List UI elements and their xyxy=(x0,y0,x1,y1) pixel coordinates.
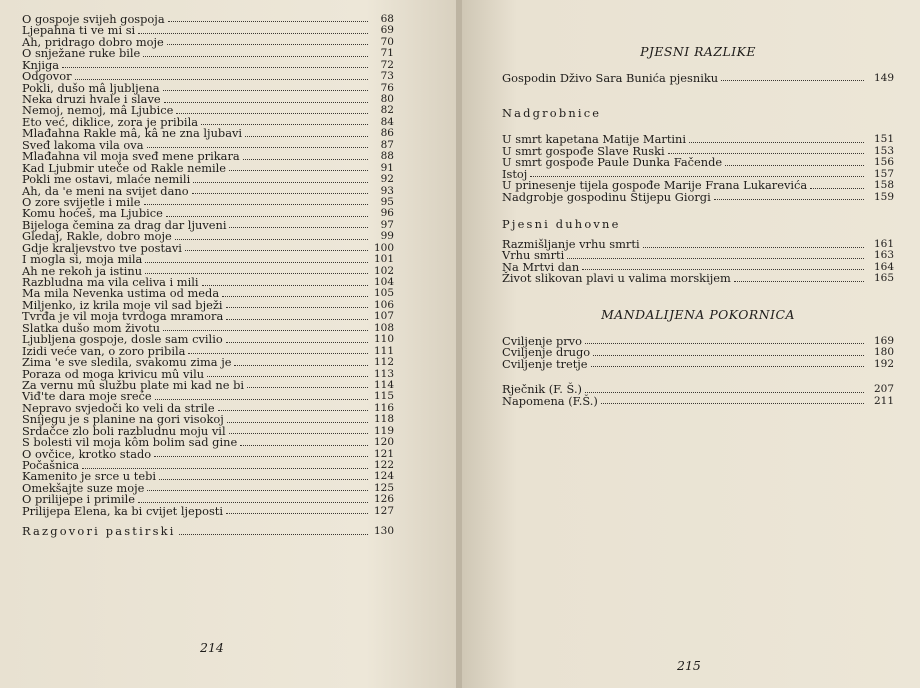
toc-entry-page: 114 xyxy=(373,378,394,391)
toc-entry-title: Rječnik (F. Š.) xyxy=(502,382,583,397)
leader-dots xyxy=(143,56,368,57)
toc-entry-title: Ljepahna ti ve mi si xyxy=(22,23,136,38)
left-page-number: 214 xyxy=(200,640,224,655)
toc-entry-page: 110 xyxy=(373,333,394,346)
leader-dots xyxy=(164,102,368,103)
toc-entry-page: 156 xyxy=(873,156,894,169)
toc-entry-page: 113 xyxy=(373,367,394,380)
leader-dots xyxy=(138,502,368,503)
toc-entry-page: 122 xyxy=(373,459,394,472)
toc-entry-page: 125 xyxy=(373,481,394,494)
toc-entry-title: Nepravo svjedoči ko veli da strile xyxy=(22,400,215,415)
toc-entry-page: 130 xyxy=(373,525,394,538)
leader-dots xyxy=(144,204,369,205)
leader-dots xyxy=(226,307,368,308)
toc-entry xyxy=(502,70,894,85)
leader-dots xyxy=(243,159,368,160)
toc-entry-page: 163 xyxy=(873,249,894,262)
toc-entry-title: O prilijepe i primile xyxy=(22,492,136,507)
toc-entry-page: 91 xyxy=(380,161,394,174)
leader-dots xyxy=(179,534,368,535)
leader-dots xyxy=(714,199,864,200)
toc-entry-page: 87 xyxy=(380,138,394,151)
leader-dots xyxy=(207,376,368,377)
toc-entry-page: 86 xyxy=(380,127,394,140)
toc-entry-page: 104 xyxy=(373,276,394,289)
toc-entry-title: Razmišljanje vrhu smrti xyxy=(502,237,640,252)
toc-entry-title: O gospoje svijeh gospoja xyxy=(22,11,165,26)
toc-entry-title: Ljubljena gospoje, dosle sam cvilio xyxy=(22,332,223,347)
leader-dots xyxy=(591,366,864,367)
leader-dots xyxy=(226,319,368,320)
toc-entry-page: 165 xyxy=(873,272,894,285)
toc-entry xyxy=(502,189,894,204)
toc-entry-page: 159 xyxy=(873,190,894,203)
toc-entry-title: Mlađahna Rakle mâ, kâ ne zna ljubavi xyxy=(22,126,243,141)
toc-entry-title: U smrt gospođe Slave Ruski xyxy=(502,143,665,158)
toc-entry-title: Pokli me ostavi, mlaće nemili xyxy=(22,172,191,187)
leader-dots xyxy=(229,227,368,228)
toc-entry xyxy=(22,48,394,59)
toc-entry-title: U smrt kapetana Matije Martini xyxy=(502,132,687,147)
leader-dots xyxy=(240,445,368,446)
leader-dots xyxy=(229,433,368,434)
leader-dots xyxy=(668,153,864,154)
toc-entry xyxy=(502,273,894,284)
toc-entry-title: Cviljenje drugo xyxy=(502,345,591,360)
leader-dots xyxy=(163,330,368,331)
toc-entry-page: 73 xyxy=(380,70,394,83)
leader-dots xyxy=(601,403,864,404)
leader-dots xyxy=(145,262,368,263)
leader-dots xyxy=(585,343,864,344)
right-page xyxy=(462,0,920,688)
toc-entry-page: 107 xyxy=(373,310,394,323)
toc-entry xyxy=(502,356,894,371)
section-pjesni-duhovne-list xyxy=(502,239,894,285)
toc-entry-page: 211 xyxy=(873,394,894,407)
toc-entry-page: 71 xyxy=(380,47,394,60)
toc-entry-page: 119 xyxy=(373,424,394,437)
toc-entry-title: Miljenko, iz krila moje vil sad bježi xyxy=(22,297,223,312)
toc-entry-title: O snježane ruke bile xyxy=(22,46,141,61)
leader-dots xyxy=(202,285,368,286)
toc-entry-page: 180 xyxy=(873,346,894,359)
leader-dots xyxy=(734,281,864,282)
toc-entry-title: Ma mila Nevenka ustima od meda xyxy=(22,286,220,301)
toc-entry-page: 153 xyxy=(873,144,894,157)
toc-entry-title: S bolesti vil moja kôm bolim sad gine xyxy=(22,435,238,450)
section-heading-mandalijena: MANDALIJENA POKORNICA xyxy=(601,306,795,322)
toc-entry-page: 88 xyxy=(380,150,394,163)
toc-entry xyxy=(22,526,394,537)
leader-dots xyxy=(643,247,864,248)
toc-entry-title: U prinesenje tijela gospođe Marije Frana Lukarevića xyxy=(502,178,808,193)
toc-entry-title: Gledaj, Rakle, dobro moje xyxy=(22,229,172,244)
leader-dots xyxy=(229,170,368,171)
toc-entry-title: Snijegu je s planine na gori visokoj xyxy=(22,412,224,427)
leader-dots xyxy=(245,136,368,137)
toc-entry-page: 99 xyxy=(380,230,394,243)
leader-dots xyxy=(175,239,368,240)
toc-entry-title: Prilijepa Elena, ka bi cvijet ljeposti xyxy=(22,503,224,518)
toc-entry-title: Ah, da 'e meni na svijet dano xyxy=(22,183,189,198)
leader-dots xyxy=(145,273,368,274)
leader-dots xyxy=(188,353,368,354)
left-page xyxy=(0,0,458,688)
toc-entry xyxy=(502,157,894,168)
toc-entry-page: 92 xyxy=(380,173,394,186)
toc-entry-page: 70 xyxy=(380,35,394,48)
toc-entry-title: Slatka dušo mom životu xyxy=(22,320,161,335)
leader-dots xyxy=(222,296,368,297)
toc-entry-page: 97 xyxy=(380,218,394,231)
toc-entry-title: O ovčice, krotko stado xyxy=(22,446,152,461)
leader-dots xyxy=(234,365,368,366)
toc-entry-title: Gospodin Dživo Sara Bunića pjesniku xyxy=(502,70,719,85)
leader-dots xyxy=(226,342,368,343)
toc-entry-title: Poraza od moga krivicu mû vilu xyxy=(22,366,205,381)
toc-entry-title: Pokli, dušo mâ ljubljena xyxy=(22,80,160,95)
toc-entry-title: Zima 'e sve sledila, svakomu zima je xyxy=(22,355,232,370)
toc-entry-page: 127 xyxy=(373,504,394,517)
right-page-number: 215 xyxy=(677,658,701,673)
toc-entry xyxy=(22,503,394,518)
leader-dots xyxy=(62,67,368,68)
toc-entry-title: Život slikovan plavi u valima morskijem xyxy=(502,271,731,286)
toc-entry-title: Eto već, diklice, zora je pribila xyxy=(22,114,199,129)
toc-entry-page: 68 xyxy=(380,12,394,25)
toc-entry-page: 157 xyxy=(873,167,894,180)
leader-dots xyxy=(192,193,368,194)
toc-entry-page: 118 xyxy=(373,413,394,426)
toc-entry-page: 95 xyxy=(380,195,394,208)
toc-entry-title: Nadgrobje gospodinu Stijepu Giorgi xyxy=(502,189,711,204)
toc-entry-page: 93 xyxy=(380,184,394,197)
leader-dots xyxy=(247,387,368,388)
toc-entry-page: 84 xyxy=(380,115,394,128)
toc-entry-page: 120 xyxy=(373,436,394,449)
toc-entry-page: 72 xyxy=(380,58,394,71)
toc-entry-page: 102 xyxy=(373,264,394,277)
toc-entry-page: 76 xyxy=(380,81,394,94)
toc-entry-page: 96 xyxy=(380,207,394,220)
toc-entry-page: 108 xyxy=(373,321,394,334)
toc-entry-title: Kamenito je srce u tebi xyxy=(22,469,157,484)
toc-entry-page: 121 xyxy=(373,447,394,460)
leader-dots xyxy=(721,80,864,81)
leader-dots xyxy=(725,165,864,166)
leader-dots xyxy=(166,216,368,217)
toc-entry-title: Neka druzi hvale i slave xyxy=(22,92,161,107)
leader-dots xyxy=(567,258,864,259)
section-nadgrobnice-list xyxy=(502,134,894,203)
toc-entry-page: 115 xyxy=(373,390,394,403)
toc-entry-title: Izidi veće van, o zoro pribila xyxy=(22,343,186,358)
toc-entry-title: Knjiga xyxy=(22,57,60,72)
toc-entry-title: Komu hoćeš, ma Ljubice xyxy=(22,206,163,221)
toc-entry-page: 82 xyxy=(380,104,394,117)
toc-entry-title: Nemoj, nemoj, mâ Ljubice xyxy=(22,103,174,118)
toc-entry-title: Gdje kraljevstvo tve postavi xyxy=(22,240,182,255)
toc-entry-page: 151 xyxy=(873,133,894,146)
toc-entry-title: Na Mrtvi dan xyxy=(502,259,580,274)
leader-dots xyxy=(201,124,368,125)
toc-entry xyxy=(22,57,394,72)
leader-dots xyxy=(147,490,368,491)
toc-entry-page: 100 xyxy=(373,241,394,254)
toc-entry-page: 149 xyxy=(873,71,894,84)
leader-dots xyxy=(582,269,864,270)
toc-entry-title: Razgovori pastirski xyxy=(22,524,176,539)
toc-entry-title: Cviljenje tretje xyxy=(502,356,588,371)
section-heading-pjesni-razlike: PJESNI RAZLIKE xyxy=(640,44,756,59)
toc-entry-title: Počašnica xyxy=(22,458,80,473)
toc-entry-page: 192 xyxy=(873,357,894,370)
toc-entry-title: Sveđ lakoma vila ova xyxy=(22,137,144,152)
toc-entry-page: 169 xyxy=(873,334,894,347)
toc-entry-page: 106 xyxy=(373,298,394,311)
section-title-nadgrobnice: Nadgrobnice xyxy=(502,106,602,121)
leader-dots xyxy=(193,182,368,183)
toc-entry-page: 80 xyxy=(380,93,394,106)
toc-entry-title: Srdačce zlo boli razbludnu moju vil xyxy=(22,423,226,438)
toc-entry-title: Bijeloga čemina za drag dar ljuveni xyxy=(22,217,227,232)
section-mandalijena-list xyxy=(502,333,894,371)
right-toc xyxy=(502,44,894,407)
leader-dots xyxy=(147,147,368,148)
leader-dots xyxy=(155,399,368,400)
leader-dots xyxy=(138,33,368,34)
toc-entry-title: Tvrđa je vil moja tvrdoga mramora xyxy=(22,309,224,324)
toc-entry-title: Cviljenje prvo xyxy=(502,333,582,348)
toc-entry-page: 207 xyxy=(873,383,894,396)
leader-dots xyxy=(82,468,368,469)
toc-entry-page: 161 xyxy=(873,238,894,251)
toc-entry-title: Viđ'te dara moje sreće xyxy=(22,389,152,404)
leader-dots xyxy=(689,142,864,143)
toc-entry-title: Kad Ljubmir uteče od Rakle nemile xyxy=(22,160,227,175)
section-title-pjesni-duhovne: Pjesni duhovne xyxy=(502,217,621,232)
toc-entry-page: 124 xyxy=(373,470,394,483)
toc-entry-title: Za vernu mû službu plate mi kad ne bi xyxy=(22,377,245,392)
leader-dots xyxy=(167,44,368,45)
section-appendix-list xyxy=(502,384,894,407)
toc-entry-page: 112 xyxy=(373,356,394,369)
toc-entry-title: Ah ne rekoh ja istinu xyxy=(22,263,143,278)
leader-dots xyxy=(226,513,368,514)
toc-entry-title: Istoj xyxy=(502,166,528,181)
toc-entry-page: 111 xyxy=(373,344,394,357)
toc-entry-title: Omekšajte suze moje xyxy=(22,480,145,495)
leader-dots xyxy=(154,456,368,457)
leader-dots xyxy=(593,355,864,356)
toc-entry-title: O zore svijetle i mile xyxy=(22,194,141,209)
leader-dots xyxy=(227,422,368,423)
toc-entry-page: 101 xyxy=(373,253,394,266)
toc-entry-title: Napomena (F.Š.) xyxy=(502,393,598,408)
leader-dots xyxy=(176,113,368,114)
leader-dots xyxy=(168,21,368,22)
toc-entry-page: 105 xyxy=(373,287,394,300)
toc-entry-title: Mlađahna vil moja sveđ mene prikara xyxy=(22,149,240,164)
leader-dots xyxy=(75,79,368,80)
toc-entry-page: 69 xyxy=(380,24,394,37)
toc-entry-page: 126 xyxy=(373,493,394,506)
toc-entry xyxy=(502,393,894,408)
left-toc xyxy=(22,11,394,539)
toc-entry-title: Odgovor xyxy=(22,69,72,84)
leader-dots xyxy=(218,410,368,411)
toc-entry-title: Vrhu smrti xyxy=(502,248,565,263)
toc-entry-page: 158 xyxy=(873,179,894,192)
toc-entry-title: Razbludna ma vila celiva i mili xyxy=(22,275,199,290)
leader-dots xyxy=(810,188,864,189)
leader-dots xyxy=(185,250,368,251)
toc-entry-page: 164 xyxy=(873,260,894,273)
toc-entry-title: I mogla si, moja mila xyxy=(22,252,143,267)
leader-dots xyxy=(159,479,368,480)
toc-entry-title: U smrt gospođe Paule Dunka Fačende xyxy=(502,155,723,170)
toc-entry-page: 116 xyxy=(373,401,394,414)
leader-dots xyxy=(163,90,369,91)
leader-dots xyxy=(585,392,864,393)
leader-dots xyxy=(530,176,864,177)
toc-entry-title: Ah, pridrago dobro moje xyxy=(22,34,164,49)
